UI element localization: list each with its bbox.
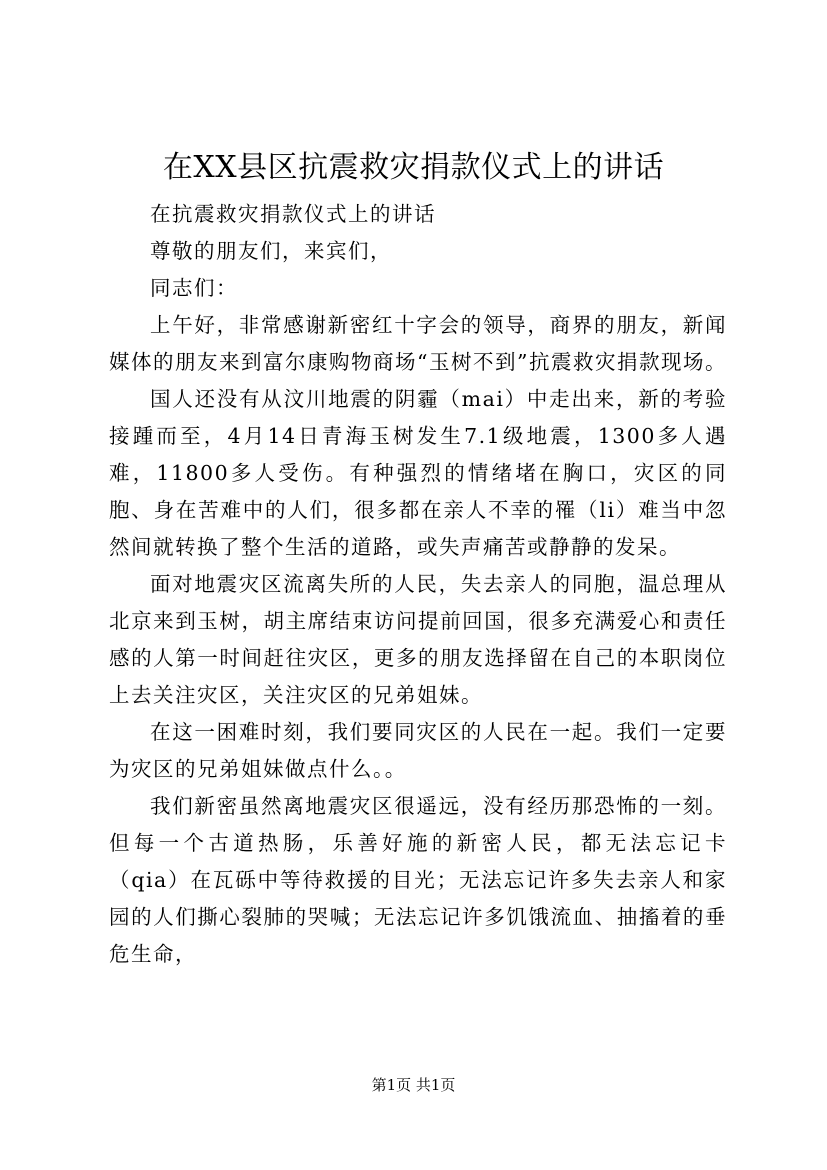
paragraph-earthquake: 国人还没有从汶川地震的阴霾（mai）中走出来，新的考验接踵而至，4月14日青海玉树发生7.1级地震，1300多人遇难，11800多人受伤。有种强烈的情绪堵在胸口，灾区的同胞、身在苦难中的人们，很多都在亲人不幸的罹（li）难当中忽然间就转换了整个生活的道路，或失声痛苦或静静的发呆。 [109,387,727,559]
paragraph-solidarity: 在这一困难时刻，我们要同灾区的人民在一起。我们一定要为灾区的兄弟姐妹做点什么。。 [109,720,727,781]
paragraph-response: 面对地震灾区流离失所的人民，失去亲人的同胞，温总理从北京来到玉树，胡主席结束访问提前回国，很多充满爱心和责任感的人第一时间赶往灾区，更多的朋友选择留在自己的本职岗位上去关注灾区，关注灾区的兄弟姐妹。 [109,572,727,707]
paragraph-subtitle: 在抗震救灾捐款仪式上的讲话 [150,202,436,226]
page-number: 第1页 共1页 [371,1076,456,1094]
paragraph-thanks: 上午好，非常感谢新密红十字会的领导，商界的朋友，新闻媒体的朋友来到富尔康购物商场“玉树不到”抗震救灾捐款现场。 [109,313,727,374]
paragraph-salutation: 同志们： [150,276,238,300]
document-title: 在XX县区抗震救灾捐款仪式上的讲话 [162,150,665,185]
document-body [109,196,727,973]
paragraph-xinmi: 我们新密虽然离地震灾区很遥远，没有经历那恐怖的一刻。但每一个古道热肠，乐善好施的新密人民，都无法忘记卡（qia）在瓦砾中等待救援的目光；无法忘记许多失去亲人和家园的人们撕心裂肺的哭喊；无法忘记许多饥饿流血、抽搐着的垂危生命， [109,794,727,966]
paragraph-greeting: 尊敬的朋友们，来宾们， [150,239,392,263]
